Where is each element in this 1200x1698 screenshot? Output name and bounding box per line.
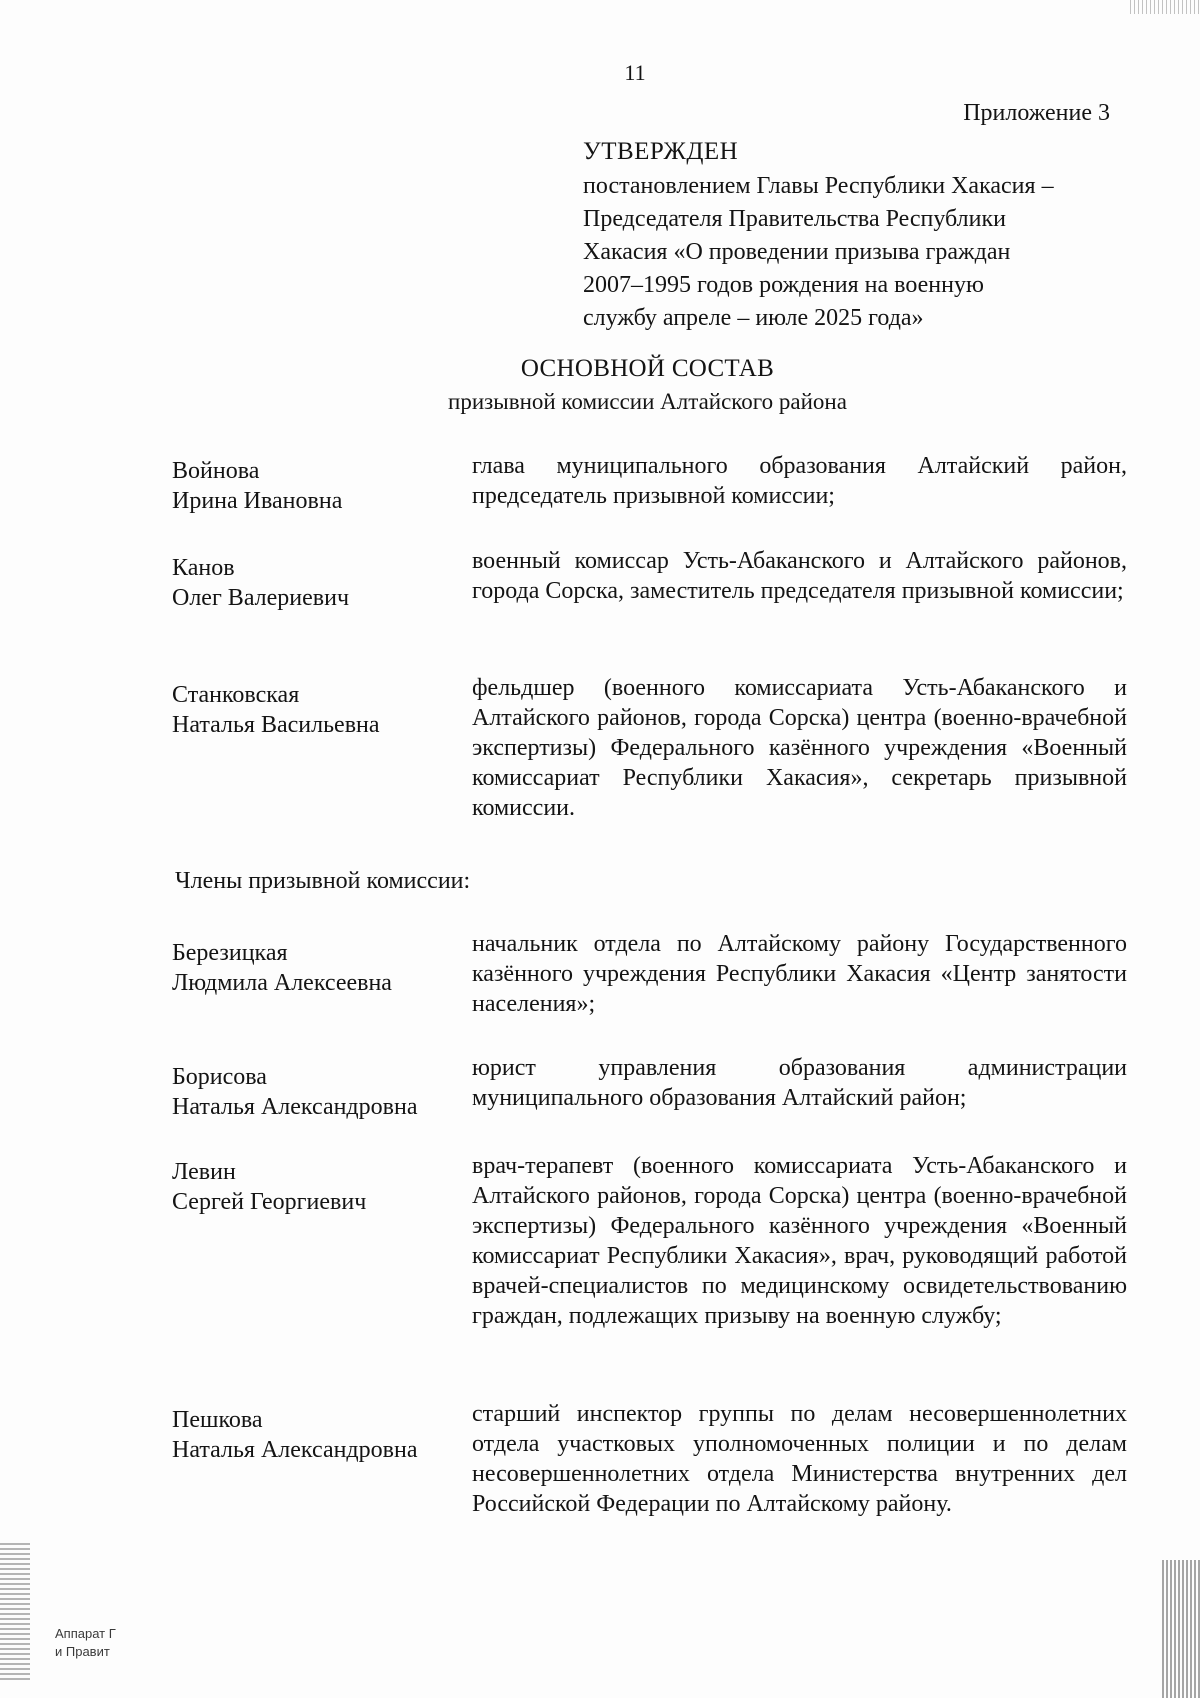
person-surname: Канов (172, 555, 235, 581)
approval-block (583, 136, 1103, 335)
appendix-label: Приложение 3 (963, 100, 1110, 126)
stamp-line: и Правит (55, 1644, 110, 1659)
person-name (172, 1157, 462, 1217)
page-number: 11 (624, 60, 646, 85)
person-surname: Войнова (172, 458, 260, 484)
person-surname: Пешкова (172, 1407, 263, 1433)
approval-line: Хакасия «О проведении призыва граждан (583, 239, 1011, 265)
person-position: военный комиссар Усть-Абаканского и Алтайского районов, города Сорска, заместитель председателя призывной комиссии; (472, 548, 1127, 604)
person-name (172, 1405, 462, 1465)
approval-line: службу апреле – июле 2025 года» (583, 305, 924, 331)
person-position: юрист управления образования администрации муниципального образования Алтайский район; (472, 1055, 1127, 1111)
person-name (172, 680, 462, 740)
person-surname: Станковская (172, 682, 300, 708)
heading-main: ОСНОВНОЙ СОСТАВ (520, 355, 775, 382)
person-surname: Левин (172, 1159, 236, 1185)
person-surname: Борисова (172, 1064, 267, 1090)
scan-artifact-top (1130, 0, 1200, 14)
scan-artifact-right (1162, 1560, 1200, 1698)
office-stamp (55, 1625, 116, 1661)
heading-sub: призывной комиссии Алтайского района (448, 389, 847, 414)
person-position: врач-терапевт (военного комиссариата Усть-Абаканского и Алтайского районов, города Сорска) центра (военно-врачебной экспертизы) Федерального казённого учреждения «Военный комиссариат Республики Хакасия», врач, руководящий работой врачей-специалистов по медицинскому освидетельствованию граждан, подлежащих призыву на военную службу; (472, 1153, 1127, 1329)
person-name (172, 456, 462, 516)
person-surname: Березицкая (172, 940, 288, 966)
person-given-name: Наталья Васильевна (172, 712, 380, 738)
person-name (172, 553, 462, 613)
person-given-name: Олег Валериевич (172, 585, 350, 611)
person-name (172, 938, 462, 998)
members-heading: Члены призывной комиссии: (175, 868, 471, 894)
person-position: глава муниципального образования Алтайский район, председатель призывной комиссии; (472, 453, 1127, 509)
person-given-name: Людмила Алексеевна (172, 970, 392, 996)
approval-line: 2007–1995 годов рождения на военную (583, 272, 984, 298)
person-name (172, 1062, 462, 1122)
approval-line: Председателя Правительства Республики (583, 206, 1006, 232)
person-given-name: Сергей Георгиевич (172, 1189, 367, 1215)
approval-line: постановлением Главы Республики Хакасия – (583, 173, 1054, 199)
document-heading (0, 352, 1200, 418)
person-given-name: Ирина Ивановна (172, 488, 343, 514)
person-given-name: Наталья Александровна (172, 1437, 418, 1463)
stamp-line: Аппарат Г (55, 1626, 116, 1641)
person-position: старший инспектор группы по делам несовершеннолетних отдела участковых уполномоченных полиции и по делам несовершеннолетних отдела Министерства внутренних дел Российской Федерации по Алтайскому району. (472, 1401, 1127, 1517)
scan-artifact-left (0, 1540, 30, 1680)
person-given-name: Наталья Александровна (172, 1094, 418, 1120)
approval-title: УТВЕРЖДЕН (583, 138, 739, 165)
person-position: начальник отдела по Алтайскому району Государственного казённого учреждения Республики Хакасия «Центр занятости населения»; (472, 931, 1127, 1017)
approval-text (583, 170, 1103, 335)
person-position: фельдшер (военного комиссариата Усть-Абаканского и Алтайского районов, города Сорска) центра (военно-врачебной экспертизы) Федерального казённого учреждения «Военный комиссариат Республики Хакасия», секретарь призывной комиссии. (472, 675, 1127, 821)
